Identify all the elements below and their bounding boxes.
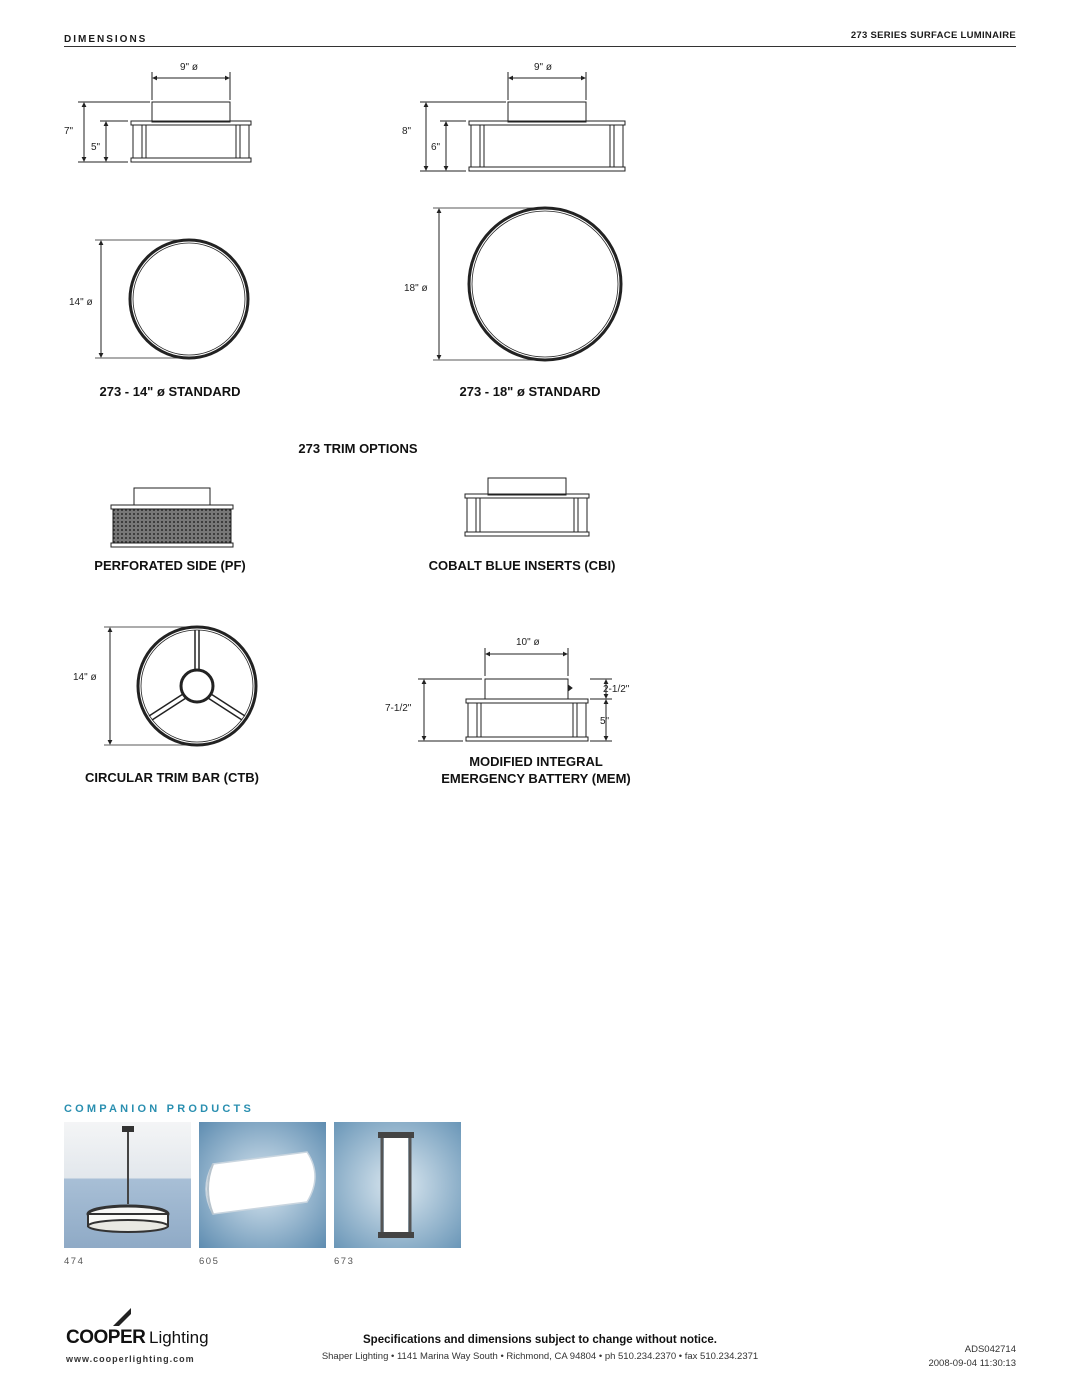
std18-bottom-view <box>433 208 621 360</box>
product-673-photo[interactable] <box>334 1122 461 1248</box>
product-673-label[interactable]: 673 <box>334 1256 355 1267</box>
document-id: ADS042714 <box>964 1344 1016 1355</box>
mem-height-body-label: 5" <box>600 716 610 727</box>
std14-side-view <box>78 72 251 162</box>
product-474-label[interactable]: 474 <box>64 1256 85 1267</box>
document-timestamp: 2008-09-04 11:30:13 <box>928 1358 1016 1369</box>
std14-caption: 273 - 14" ø STANDARD <box>99 384 241 399</box>
companion-products-title: COMPANION PRODUCTS <box>64 1103 255 1115</box>
mem-caption-line2: EMERGENCY BATTERY (MEM) <box>441 771 631 786</box>
std14-diameter-label: 14" ø <box>69 297 93 308</box>
ctb-caption: CIRCULAR TRIM BAR (CTB) <box>84 770 260 785</box>
section-title: DIMENSIONS <box>64 34 148 45</box>
std18-height-body-label: 6" <box>431 142 441 153</box>
ctb-diameter-label: 14" ø <box>73 672 97 683</box>
cbi-caption: COBALT BLUE INSERTS (CBI) <box>428 558 616 573</box>
std14-height-total-label: 7" <box>64 126 74 137</box>
product-605-label[interactable]: 605 <box>199 1256 220 1267</box>
circular-trim-bar-drawing <box>104 627 256 745</box>
cobalt-inserts-drawing <box>465 478 589 536</box>
spec-notice: Specifications and dimensions subject to change without notice. <box>363 1334 717 1346</box>
cooper-logo-mark-icon <box>111 1306 133 1328</box>
mem-width-label: 10" ø <box>516 637 540 648</box>
std18-side-view <box>420 72 625 171</box>
product-605-photo[interactable] <box>199 1122 326 1248</box>
std18-width-label: 9" ø <box>534 62 552 73</box>
website-link[interactable]: www.cooperlighting.com <box>66 1354 195 1364</box>
std14-height-body-label: 5" <box>91 142 101 153</box>
std14-width-label: 9" ø <box>180 62 198 73</box>
mem-caption-line1: MODIFIED INTEGRAL <box>469 754 603 769</box>
brand-name: COOPER <box>66 1327 146 1348</box>
product-474-photo[interactable] <box>64 1122 191 1248</box>
std18-caption: 273 - 18" ø STANDARD <box>459 384 601 399</box>
std18-height-total-label: 8" <box>402 126 412 137</box>
mem-height-total-label: 7-1/2" <box>385 703 412 714</box>
company-address: Shaper Lighting • 1141 Marina Way South • Richmond, CA 94804 • ph 510.234.2370 • fax 510.234.2371 <box>321 1351 759 1362</box>
trim-options-title: 273 TRIM OPTIONS <box>298 441 418 456</box>
pf-caption: PERFORATED SIDE (PF) <box>94 558 246 573</box>
std14-bottom-view <box>95 240 248 358</box>
mem-drawing <box>418 648 612 741</box>
std18-diameter-label: 18" ø <box>404 283 428 294</box>
brand-suffix: Lighting <box>149 1328 209 1347</box>
mem-height-top-label: 2-1/2" <box>603 684 630 695</box>
perforated-side-drawing <box>111 488 233 547</box>
series-title: 273 SERIES SURFACE LUMINAIRE <box>850 30 1016 41</box>
